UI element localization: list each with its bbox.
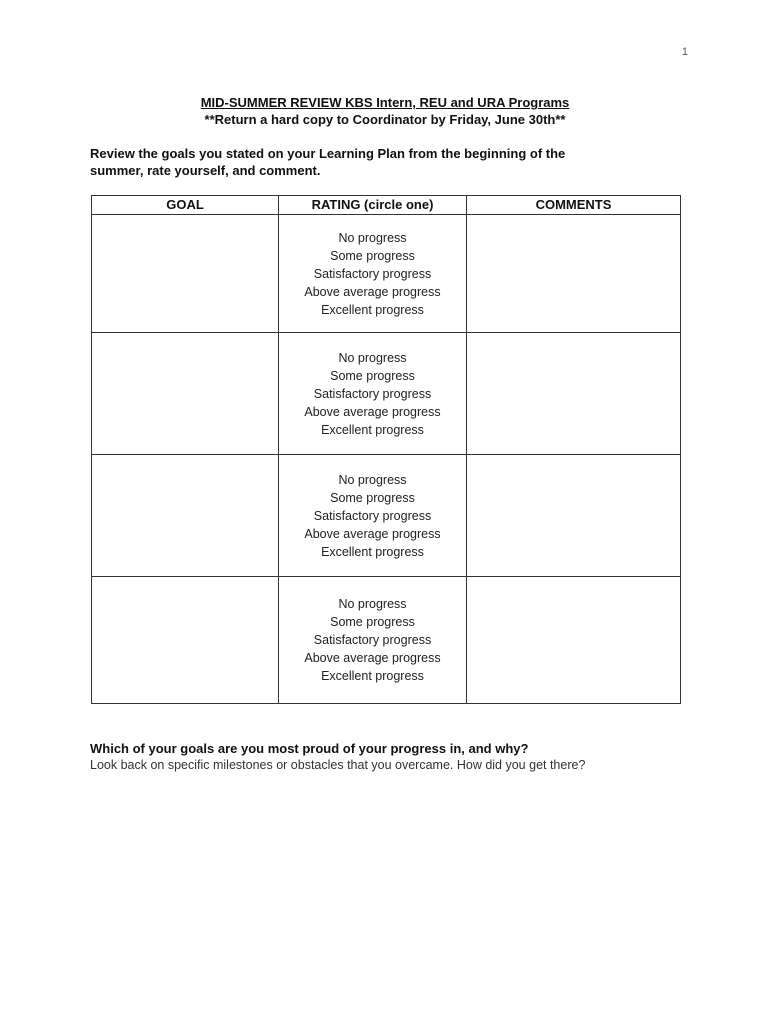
question-title: Which of your goals are you most proud of your progress in, and why?	[90, 741, 529, 756]
instructions	[90, 145, 670, 179]
page-number: 1	[681, 46, 688, 58]
comments-cell[interactable]	[467, 577, 681, 704]
rating-option[interactable]: Some progress	[330, 490, 415, 505]
rating-cell	[279, 333, 467, 455]
document-title	[90, 94, 680, 128]
rating-option[interactable]: Above average progress	[304, 284, 441, 299]
rating-option[interactable]: Some progress	[330, 368, 415, 383]
header-rating: RATING (circle one)	[279, 196, 467, 215]
header-goal: GOAL	[92, 196, 279, 215]
rating-cell	[279, 577, 467, 704]
rating-option[interactable]: Excellent progress	[321, 669, 424, 683]
document-title-subtitle: **Return a hard copy to Coordinator by Friday, June 30th**	[204, 112, 566, 127]
rating-option[interactable]: Excellent progress	[321, 544, 424, 559]
rating-option[interactable]: Some progress	[330, 615, 415, 629]
rating-option[interactable]: Excellent progress	[321, 422, 424, 437]
rating-cell	[279, 455, 467, 577]
rating-option[interactable]: Satisfactory progress	[313, 633, 432, 647]
rating-option[interactable]: Satisfactory progress	[313, 508, 432, 523]
rating-option[interactable]: Satisfactory progress	[313, 386, 432, 401]
rating-option[interactable]: Excellent progress	[321, 302, 424, 317]
goal-cell[interactable]	[92, 455, 279, 577]
rating-option[interactable]: No progress	[338, 350, 407, 365]
goal-cell[interactable]	[92, 333, 279, 455]
goal-cell[interactable]	[92, 577, 279, 704]
table-row	[92, 577, 681, 704]
table-row	[92, 333, 681, 455]
rating-option[interactable]: Above average progress	[304, 404, 441, 419]
rating-option[interactable]: Above average progress	[304, 526, 441, 541]
comments-cell[interactable]	[467, 333, 681, 455]
rating-option[interactable]: No progress	[338, 230, 407, 245]
document-title-main: MID-SUMMER REVIEW KBS Intern, REU and URA Programs	[200, 95, 570, 110]
rating-option[interactable]: Satisfactory progress	[313, 266, 432, 281]
rating-option[interactable]: Above average progress	[304, 651, 441, 665]
table-row	[92, 215, 681, 333]
rating-cell	[279, 215, 467, 333]
question-hint: Look back on specific milestones or obstacles that you overcame. How did you get there?	[90, 758, 586, 772]
rating-option[interactable]: No progress	[338, 472, 407, 487]
review-table	[91, 195, 681, 704]
rating-option[interactable]: Some progress	[330, 248, 415, 263]
header-comments: COMMENTS	[467, 196, 681, 215]
comments-cell[interactable]	[467, 215, 681, 333]
goal-cell[interactable]	[92, 215, 279, 333]
comments-cell[interactable]	[467, 455, 681, 577]
table-row	[92, 455, 681, 577]
table-header-row	[92, 196, 681, 215]
instructions-line-1: Review the goals you stated on your Learning Plan from the beginning of the	[90, 146, 566, 161]
rating-option[interactable]: No progress	[338, 597, 407, 611]
instructions-line-2: summer, rate yourself, and comment.	[90, 163, 321, 178]
